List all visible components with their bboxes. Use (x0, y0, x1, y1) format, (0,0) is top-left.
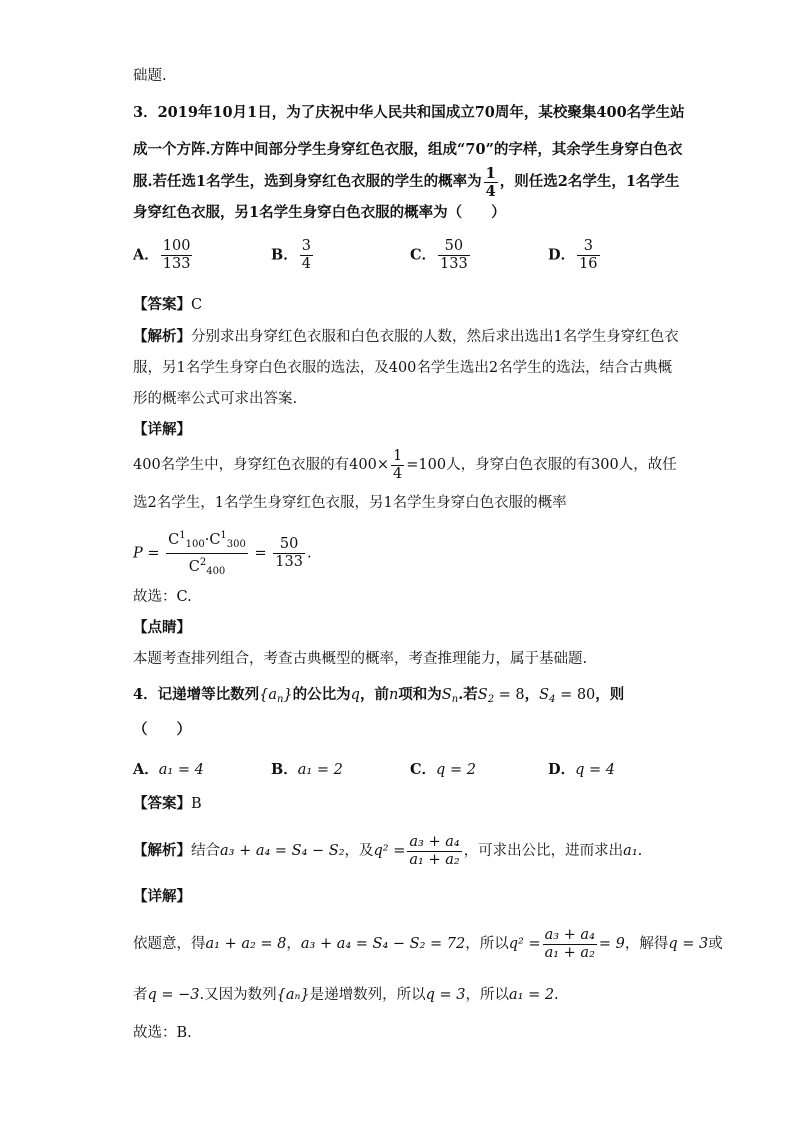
q4-line-2: （ ） (133, 721, 191, 738)
frac-den: 4 (301, 256, 311, 272)
sum-symbol (442, 687, 458, 703)
q4-detail-2 (133, 985, 559, 1005)
s-val: = 8 (494, 687, 525, 703)
frac-num: 1 (393, 447, 403, 464)
q3-choice: 故选：C. (133, 589, 192, 605)
ratio-fraction (407, 834, 461, 869)
result-fraction (273, 536, 305, 571)
q4-option-d (548, 758, 615, 779)
option-value: a₁ = 4 (158, 762, 204, 778)
q4-text: .若 (458, 686, 478, 703)
frac-den: 133 (162, 256, 191, 272)
detail-text: ，解得 (624, 936, 669, 952)
frac-num: 3 (301, 238, 311, 254)
q3-analysis-2: 服，另1名学生身穿白色衣服的选法，及400名学生选出2名学生的选法，结合古典概 (133, 360, 673, 376)
analysis-text: 分别求出身穿红色衣服和白色衣服的人数，然后求出选出1名学生身穿红色衣 (191, 329, 679, 345)
frac-den: 4 (393, 465, 403, 482)
frac-num: a₃ + a₄ (409, 833, 460, 850)
q3-note-text: 本题考查排列组合，考查古典概型的概率，考查推理能力，属于基础题. (133, 651, 588, 667)
q3-detail-tag: 【详解】 (133, 421, 191, 438)
q4-answer (133, 794, 202, 814)
option-fraction (161, 238, 193, 273)
option-label: D． (548, 761, 576, 778)
detail-text: 400名学生中，身穿红色衣服的有400× (133, 457, 390, 473)
math-expr: a₃ + a₄ = S₄ − S₂ (220, 843, 345, 859)
q4-text: 4．记递增等比数列 (133, 686, 260, 703)
detail-text: =100人，身穿白色衣服的有300人，故任 (406, 457, 677, 473)
frac-den: a₁ + a₂ (409, 851, 460, 868)
answer-value: C (191, 297, 203, 313)
q4-text: ，则 (595, 686, 625, 703)
dot: · (204, 532, 210, 548)
math-expr: a₃ + a₄ = S₄ − S₂ = 72 (300, 936, 466, 952)
frac-num: 1 (485, 164, 496, 182)
option-fraction (300, 238, 313, 273)
frac-num: 50 (438, 238, 470, 256)
comb-sub: 100 (185, 539, 205, 550)
q3-line-4: 身穿红色衣服，另1名学生身穿白色衣服的概率为（ ） (133, 204, 506, 221)
detail-text: 是递增数列，所以 (309, 987, 426, 1003)
q3-answer (133, 295, 202, 315)
q4-option-a (133, 758, 204, 779)
seq-close: } (283, 687, 293, 703)
s: S (477, 687, 488, 703)
math-expr: a₁. (623, 843, 643, 859)
option-label: D． (548, 246, 576, 264)
math-expr: q² = (373, 843, 406, 859)
probability-formula (133, 527, 312, 580)
math-expr: {aₙ} (276, 987, 310, 1003)
continuation-text: 础题. (133, 68, 167, 84)
seq-sub: n (276, 694, 284, 705)
q3-option-b (271, 238, 315, 273)
frac-den (166, 554, 248, 580)
option-fraction (577, 238, 599, 273)
s4-expr (539, 687, 595, 703)
q4-choice: 故选：B. (133, 1025, 192, 1041)
ratio-symbol: q (350, 687, 360, 703)
detail-text: .又因为数列 (199, 987, 277, 1003)
s: S (539, 687, 550, 703)
q3-line-3 (133, 163, 679, 201)
s: S (441, 687, 452, 703)
frac-den: a₁ + a₂ (544, 944, 595, 961)
q4-text: ， (524, 686, 540, 703)
analysis-tag: 【解析】 (133, 842, 191, 859)
s-val: = 80 (555, 687, 596, 703)
q3-option-a (133, 238, 194, 273)
fraction-one-quarter (391, 448, 404, 483)
detail-text: 者 (133, 987, 148, 1003)
frac-num: 100 (162, 238, 191, 254)
frac-den: 4 (485, 182, 496, 200)
detail-text: ，所以 (465, 936, 509, 952)
comb-sub: 400 (206, 566, 226, 577)
comb-sup: 2 (199, 557, 207, 568)
q3-option-c (410, 238, 472, 273)
n-symbol: n (388, 687, 399, 703)
detail-text: ， (286, 936, 301, 952)
frac-num: 3 (577, 238, 599, 256)
q4-detail-1 (133, 925, 723, 963)
frac-den: 133 (275, 554, 303, 570)
option-value: q = 4 (575, 762, 615, 778)
sequence-symbol (259, 687, 293, 703)
answer-tag: 【答案】 (133, 795, 191, 812)
math-expr: = 9 (598, 936, 625, 952)
detail-text: 或 (708, 936, 723, 952)
s2-expr (478, 687, 525, 703)
frac-den: 133 (440, 256, 468, 272)
comb-sup: 1 (220, 530, 227, 541)
comb-c: C (188, 559, 200, 575)
q4-text: 的公比为 (292, 686, 351, 703)
analysis-text: ，可求出公比，进而求出 (463, 843, 624, 859)
fraction-one-quarter (484, 165, 498, 200)
math-expr: a₁ + a₂ = 8 (205, 936, 287, 952)
s-sub: 2 (487, 694, 495, 705)
option-value: a₁ = 2 (297, 762, 343, 778)
formula-lhs: P = (133, 545, 160, 562)
option-label: B． (271, 246, 298, 264)
option-label: A． (133, 761, 159, 778)
q3-analysis-3: 形的概率公式可求出答案. (133, 391, 298, 407)
period: . (306, 545, 312, 562)
comb-c: C (168, 532, 180, 548)
q3-detail-1 (133, 447, 677, 483)
ratio-fraction (543, 927, 597, 962)
math-expr: q = 3 (425, 987, 466, 1003)
option-fraction (438, 238, 470, 273)
answer-tag: 【答案】 (133, 296, 191, 313)
equals: = (254, 545, 267, 562)
q4-option-b (271, 758, 343, 779)
analysis-tag: 【解析】 (133, 328, 191, 345)
detail-text: 依题意，得 (133, 936, 206, 952)
option-value: q = 2 (436, 762, 476, 778)
frac-num (166, 527, 248, 554)
option-label: C． (410, 246, 437, 264)
option-label: A． (133, 246, 159, 264)
combination-fraction (166, 527, 248, 580)
math-expr: q² = (508, 936, 541, 952)
comb-sup: 1 (179, 530, 186, 541)
answer-value: B (191, 796, 202, 812)
analysis-text: 结合 (191, 843, 220, 859)
q4-option-c (410, 758, 476, 779)
math-expr: a₁ = 2. (509, 987, 559, 1003)
analysis-text: ，及 (344, 843, 374, 859)
q4-text: 项和为 (398, 686, 442, 703)
q3-detail-2: 选2名学生，1名学生身穿红色衣服，另1名学生身穿白色衣服的概率 (133, 495, 567, 511)
s-sub: 4 (549, 694, 556, 705)
q4-line-1 (133, 685, 624, 710)
detail-text: ，所以 (465, 987, 509, 1003)
q3-line-3a: 服.若任选1名学生，选到身穿红色衣服的学生的概率为 (133, 173, 482, 190)
option-label: C． (410, 761, 437, 778)
comb-c: C (209, 532, 221, 548)
q3-option-d (548, 238, 602, 273)
frac-num: a₃ + a₄ (544, 926, 595, 943)
option-label: B． (271, 761, 298, 778)
seq-open: {a (259, 687, 277, 703)
frac-den: 16 (579, 256, 598, 272)
q3-note-tag: 【点睛】 (133, 619, 191, 636)
frac-num: 50 (273, 536, 305, 554)
q3-line-3b: ，则任选2名学生，1名学生 (499, 173, 680, 190)
q4-detail-tag: 【详解】 (133, 888, 191, 905)
comb-sub: 300 (226, 539, 246, 550)
q3-line-1: 3．2019年10月1日，为了庆祝中华人民共和国成立70周年，某校聚集400名学生站 (133, 104, 685, 121)
math-expr: q = −3 (147, 987, 200, 1003)
q3-line-2: 成一个方阵.方阵中间部分学生身穿红色衣服，组成“70”的字样，其余学生身穿白色衣 (133, 141, 683, 158)
q4-text: ，前 (359, 686, 389, 703)
math-expr: q = 3 (668, 936, 709, 952)
q4-analysis (133, 832, 642, 870)
s-sub: n (451, 694, 459, 705)
q3-analysis-1 (133, 327, 679, 347)
